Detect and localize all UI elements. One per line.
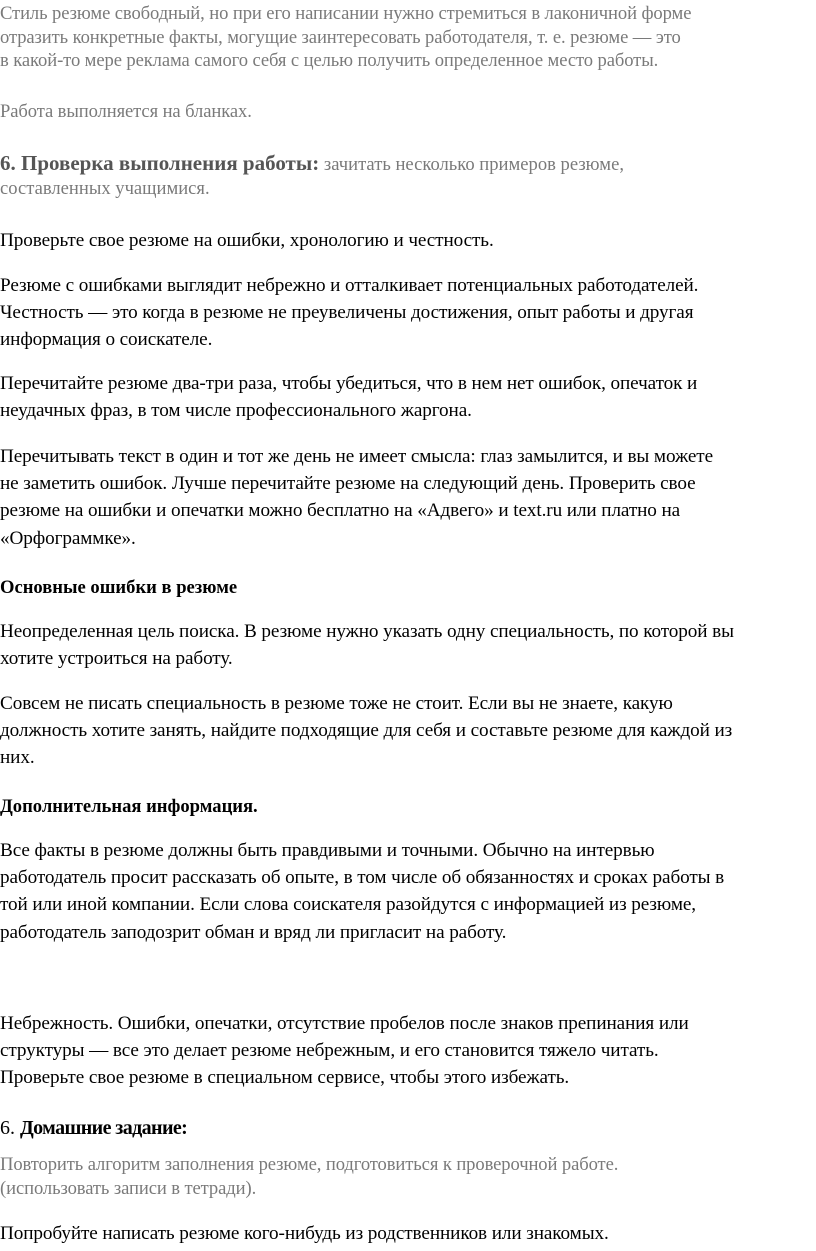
carelessness-paragraph: Небрежность. Ошибки, опечатки, отсутствие пробелов после знаков препинания или структуры — все это делает резюме небрежным, и его становится тяжело читать. Проверьте свое резюме в специальном сервисе, чтобы этого избежать. xyxy=(0,1013,689,1089)
specialty-paragraph: Совсем не писать специальность в резюме тоже не стоит. Если вы не знаете, какую должность хотите занять, найдите подходящие для себя и составьте резюме для каждой из них. xyxy=(0,693,733,769)
homework-title: Домашние задание: xyxy=(20,1117,188,1139)
goal-paragraph: Неопределенная цель поиска. В резюме нужно указать одну специальность, по которой вы хотите устроиться на работу. xyxy=(0,621,734,670)
errors-look-paragraph: Резюме с ошибками выглядит небрежно и отталкивает потенциальных работодателей. Честность — это когда в резюме не преувеличены достижения, опыт работы и другая информация о соискателе. xyxy=(0,275,699,351)
homework-number: 6. xyxy=(0,1117,15,1139)
check-paragraph: Проверьте свое резюме на ошибки, хронологию и честность. xyxy=(0,230,494,251)
next-day-paragraph: Перечитывать текст в один и тот же день не имеет смысла: глаз замылится, и вы можете не заметить ошибок. Лучше перечитайте резюме на следующий день. Проверить свое резюме на ошибки и опечатки можно бесплатно на «Адвего» и text.ru или платно на «Орфограммке». xyxy=(0,446,714,549)
section6-title: 6. Проверка выполнения работы: xyxy=(0,151,320,175)
homework-heading xyxy=(0,1116,816,1140)
blanks-note: Работа выполняется на бланках. xyxy=(0,101,252,122)
section6-heading: 6. Проверка выполнения работы: зачитать несколько примеров резюме, составленных учащимися. xyxy=(0,151,624,199)
facts-paragraph: Все факты в резюме должны быть правдивыми и точными. Обычно на интервью работодатель просит рассказать об опыте, в том числе об обязанностях и сроках работы в той или иной компании. Если слова соискателя разойдутся с информацией из резюме, работодатель заподозрит обман и вряд ли пригласит на работу. xyxy=(0,840,725,943)
homework-task: Повторить алгоритм заполнения резюме, подготовиться к проверочной работе. (использовать записи в тетради). xyxy=(0,1154,619,1199)
errors-heading: Основные ошибки в резюме xyxy=(0,577,238,598)
reread-paragraph: Перечитайте резюме два-три раза, чтобы убедиться, что в нем нет ошибок, опечаток и неудачных фраз, в том числе профессионального жаргона. xyxy=(0,373,698,422)
homework-extra: Попробуйте написать резюме кого-нибудь из родственников или знакомых. xyxy=(0,1223,609,1244)
intro-paragraph: Стиль резюме свободный, но при его написании нужно стремиться в лаконичной форме отразить конкретные факты, могущие заинтересовать работодателя, т. е. резюме — это в какой-то мере реклама самого себя с целью получить определенное место работы. xyxy=(0,3,692,71)
extra-info-heading: Дополнительная информация. xyxy=(0,796,258,817)
